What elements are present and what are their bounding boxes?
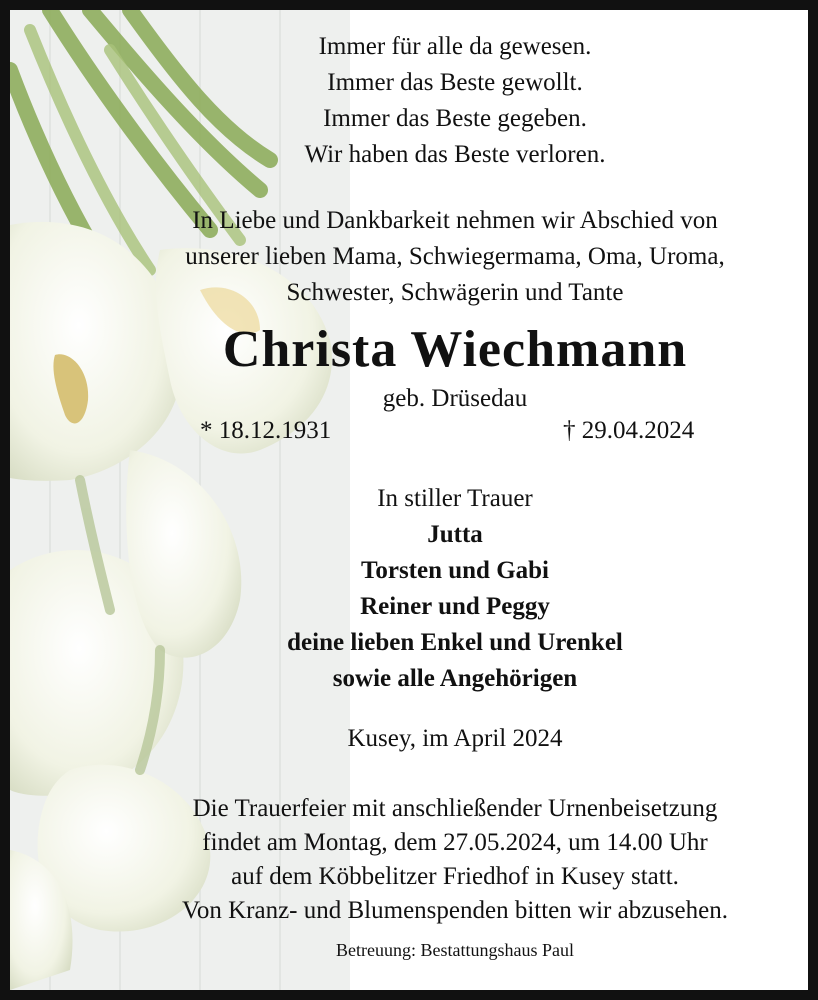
service-line-2: findet am Montag, dem 27.05.2024, um 14.00 Uhr	[202, 829, 708, 856]
maiden-name: geb. Drüsedau	[382, 385, 528, 412]
mourner-name: sowie alle Angehörigen	[332, 665, 578, 692]
poem-line-2: Immer das Beste gewollt.	[327, 69, 583, 96]
intro-line-2: unserer lieben Mama, Schwiegermama, Oma, Uroma,	[185, 243, 725, 270]
funeral-home-credit: Betreuung: Bestattungshaus Paul	[336, 940, 574, 960]
deceased-name: Christa Wiechmann	[222, 321, 688, 378]
poem-line-3: Immer das Beste gegeben.	[323, 105, 587, 132]
place-date: Kusey, im April 2024	[347, 725, 563, 752]
mourner-name: Jutta	[427, 521, 483, 548]
mourner-name: deine lieben Enkel und Urenkel	[287, 629, 623, 656]
service-line-1: Die Trauerfeier mit anschließender Urnenbeisetzung	[192, 795, 718, 822]
intro-line-1: In Liebe und Dankbarkeit nehmen wir Abschied von	[192, 207, 718, 234]
service-line-4: Von Kranz- und Blumenspenden bitten wir abzusehen.	[182, 897, 728, 924]
service-line-3: auf dem Köbbelitzer Friedhof in Kusey statt.	[231, 863, 679, 890]
poem-line-1: Immer für alle da gewesen.	[318, 33, 592, 60]
poem-line-4: Wir haben das Beste verloren.	[304, 141, 606, 168]
mourner-name: Torsten und Gabi	[360, 557, 550, 584]
intro-line-3: Schwester, Schwägerin und Tante	[286, 279, 624, 306]
mourners-heading: In stiller Trauer	[377, 485, 533, 512]
death-date: † 29.04.2024	[563, 417, 695, 444]
mourner-name: Reiner und Peggy	[360, 593, 550, 620]
birth-date: * 18.12.1931	[200, 417, 332, 444]
obituary-text	[10, 10, 808, 990]
